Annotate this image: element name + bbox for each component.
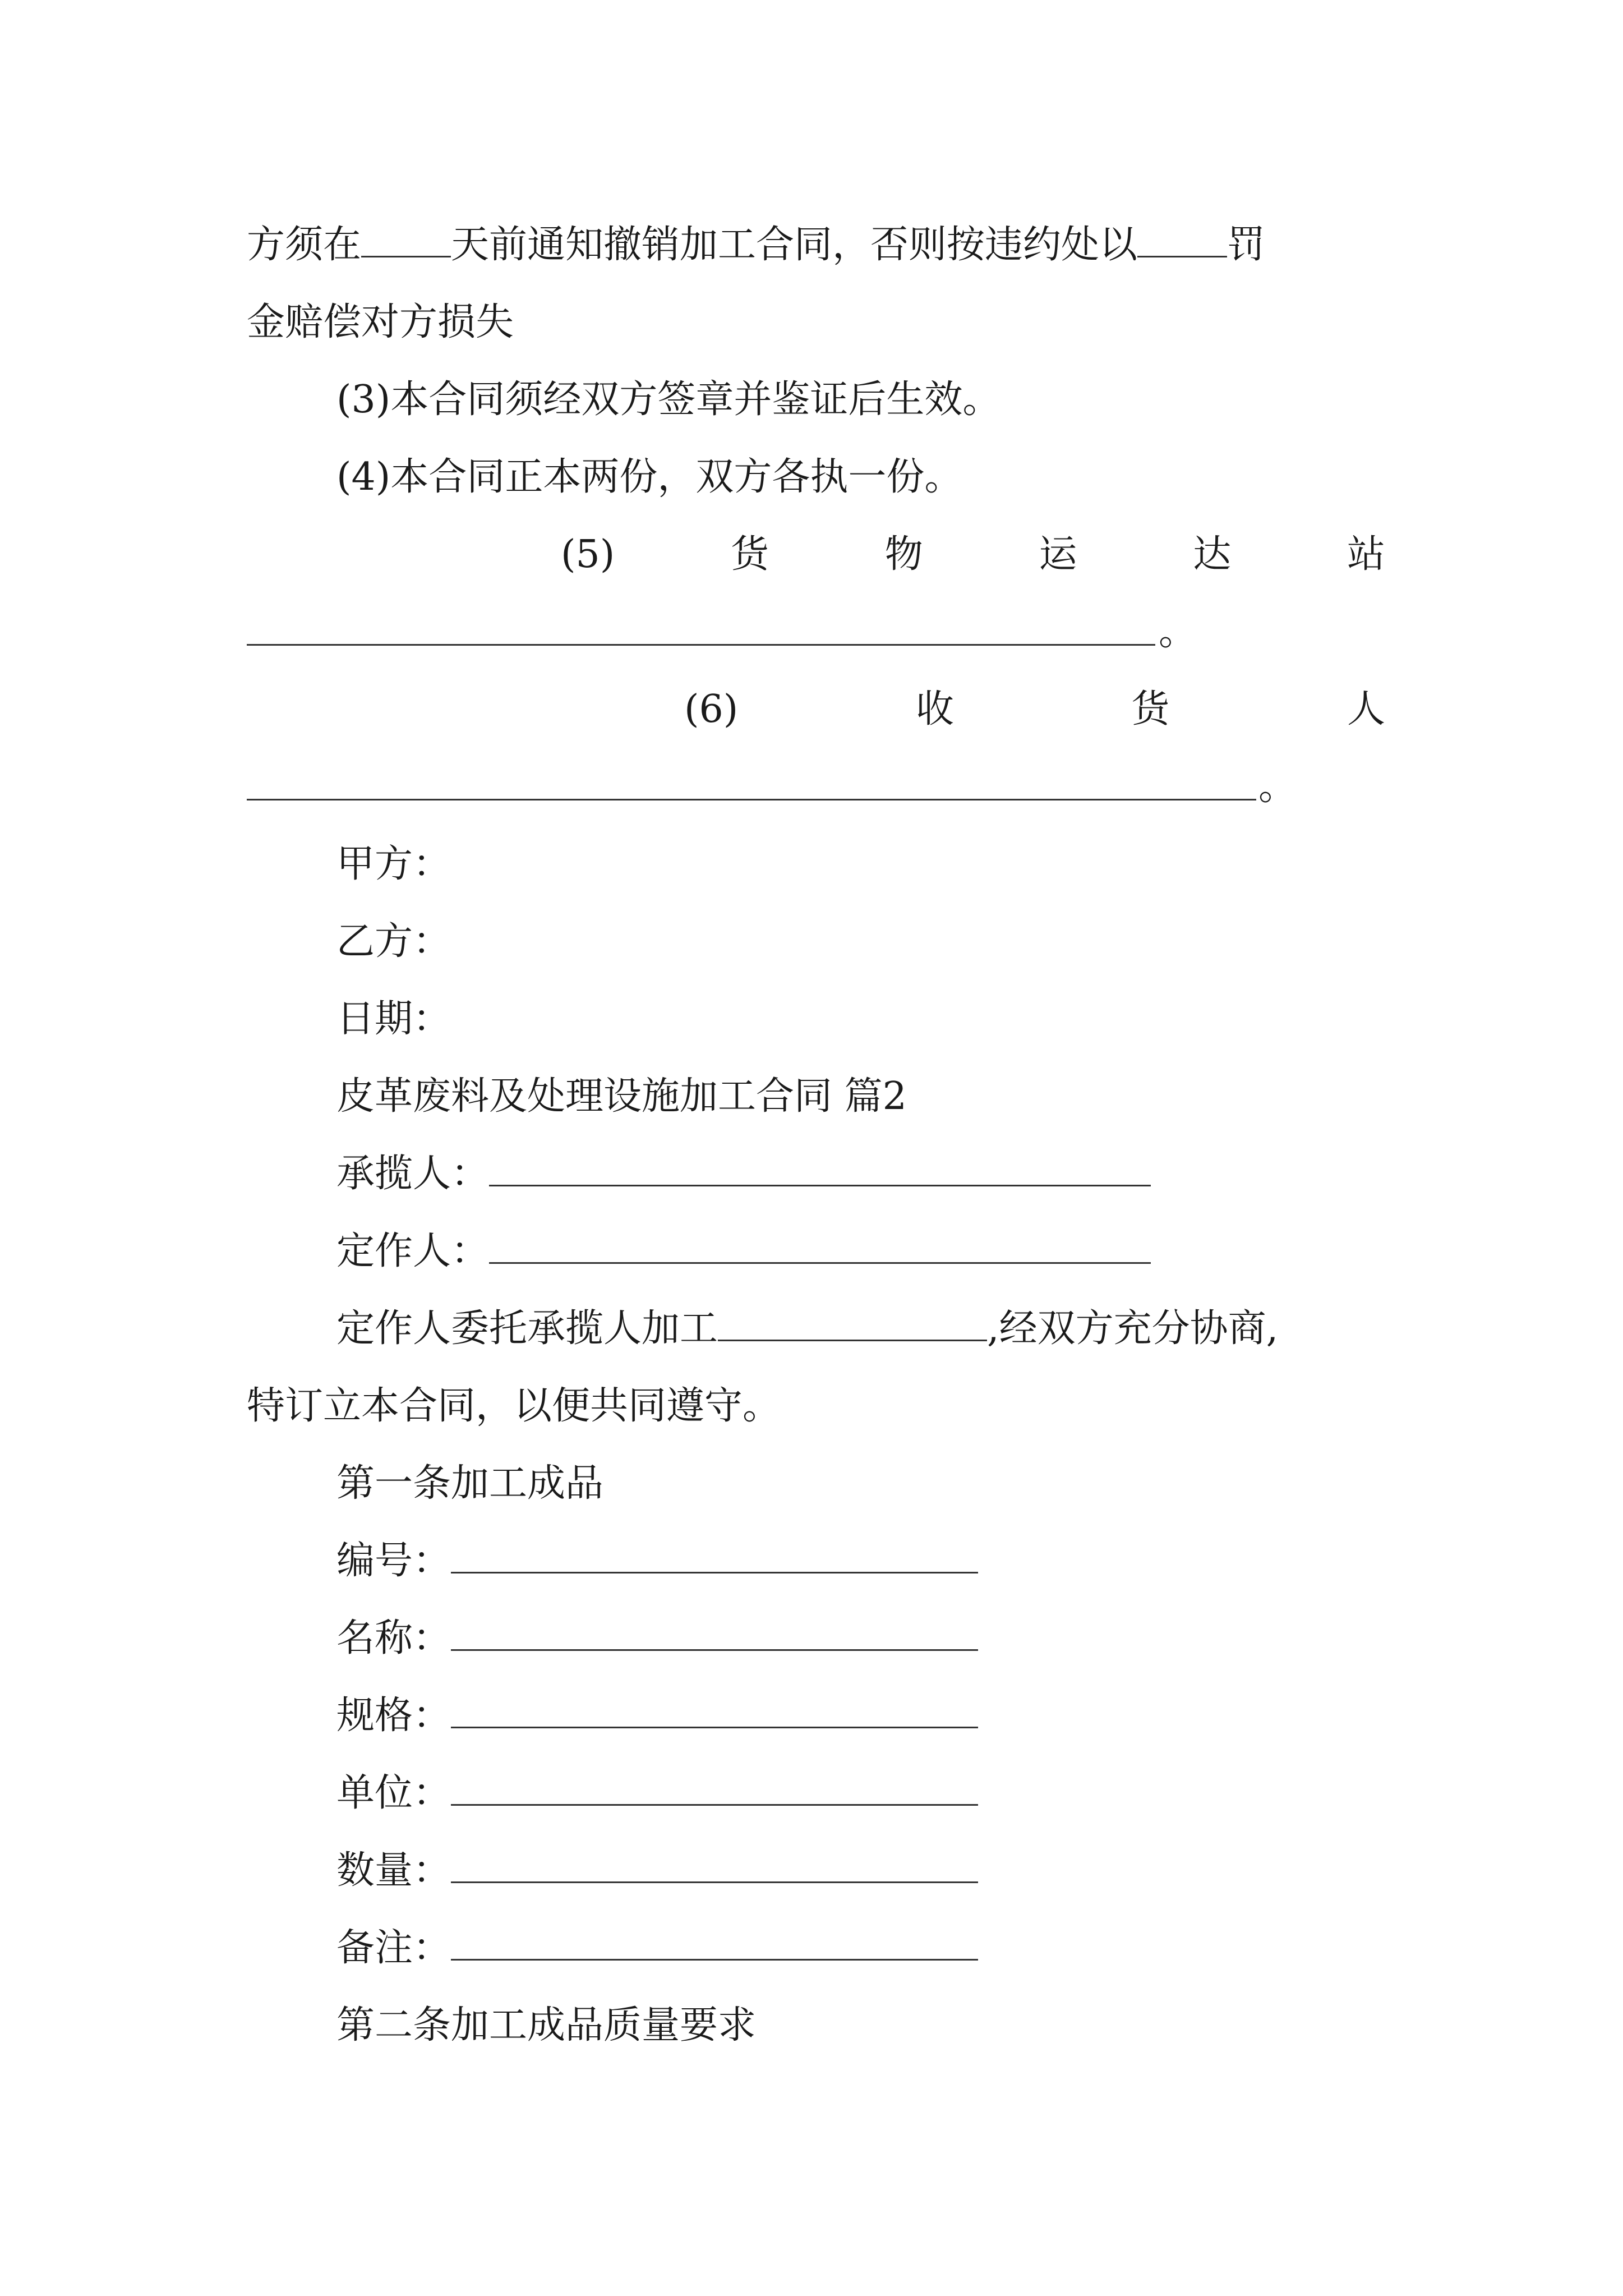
blank-penalty (1137, 215, 1227, 257)
blank-destination-station (247, 644, 1155, 646)
blank-name (451, 1609, 978, 1651)
clause-5-char: 物 (884, 532, 923, 577)
blank-note (451, 1918, 978, 1961)
article-2-heading: 第二条加工成品质量要求 (336, 2003, 757, 2047)
field-number (336, 1530, 978, 1592)
party-b-label: 乙方： (336, 919, 451, 964)
period: 。 (1159, 610, 1197, 654)
clause-6-char: 人 (1347, 687, 1385, 731)
field-name (336, 1608, 978, 1669)
orderer-label: 定作人： (336, 1229, 490, 1273)
clause-notice-line-cont: 金赔偿对方损失 (247, 300, 514, 344)
text: 方须在 (247, 223, 362, 267)
blank-days (361, 215, 451, 257)
clause-6-char: 收 (915, 687, 954, 731)
clause-5-char: 达 (1193, 532, 1232, 577)
field-label: 规格： (336, 1694, 451, 1738)
clause-3: (3)本合同须经双方签章并鉴证后生效。 (336, 378, 1001, 422)
field-label: 单位： (336, 1771, 451, 1815)
contractor-label: 承揽人： (336, 1152, 490, 1196)
blank-quantity (451, 1841, 978, 1883)
clause-5-char: 运 (1039, 532, 1077, 577)
contractor-line (336, 1143, 1151, 1205)
field-label: 数量： (336, 1848, 451, 1893)
blank-unit (451, 1764, 978, 1806)
clause-5-char: 站 (1347, 532, 1385, 577)
clause-6-char: 货 (1131, 687, 1170, 731)
blank-processing-item (718, 1299, 987, 1341)
clause-5-num: (5) (561, 532, 615, 577)
blank-spec (451, 1686, 978, 1728)
field-note (336, 1917, 978, 1979)
blank-number (451, 1531, 978, 1573)
article-1-heading: 第一条加工成品 (336, 1461, 604, 1506)
field-label: 编号： (336, 1539, 451, 1583)
blank-consignee (247, 799, 1256, 800)
entrust-line-cont: 特订立本合同，以便共同遵守。 (247, 1384, 781, 1428)
clause-5-char: 货 (731, 532, 769, 577)
field-unit (336, 1763, 978, 1824)
entrust-line (336, 1298, 1278, 1360)
period: 。 (1258, 765, 1297, 809)
section-heading: 皮革废料及处理设施加工合同 篇2 (336, 1074, 907, 1119)
party-a-label: 甲方： (336, 842, 451, 886)
field-label: 名称： (336, 1616, 451, 1660)
field-spec (336, 1685, 978, 1747)
clause-4: (4)本合同正本两份，双方各执一份。 (336, 455, 963, 499)
clause-6-num: (6) (684, 687, 739, 731)
orderer-line (336, 1221, 1151, 1282)
text: 天前通知撤销加工合同，否则按违约处以 (451, 223, 1138, 267)
clause-5 (561, 524, 1385, 586)
text: 罚 (1227, 223, 1266, 267)
clause-6 (684, 679, 1385, 740)
blank-contractor (489, 1144, 1151, 1186)
field-label: 备注： (336, 1926, 451, 1970)
text: 定作人委托承揽人加工 (336, 1306, 718, 1351)
date-label: 日期： (336, 997, 451, 1041)
text: ,经双方充分协商, (987, 1306, 1279, 1351)
field-quantity (336, 1840, 978, 1902)
clause-notice-line (247, 214, 1385, 276)
blank-orderer (489, 1222, 1151, 1264)
